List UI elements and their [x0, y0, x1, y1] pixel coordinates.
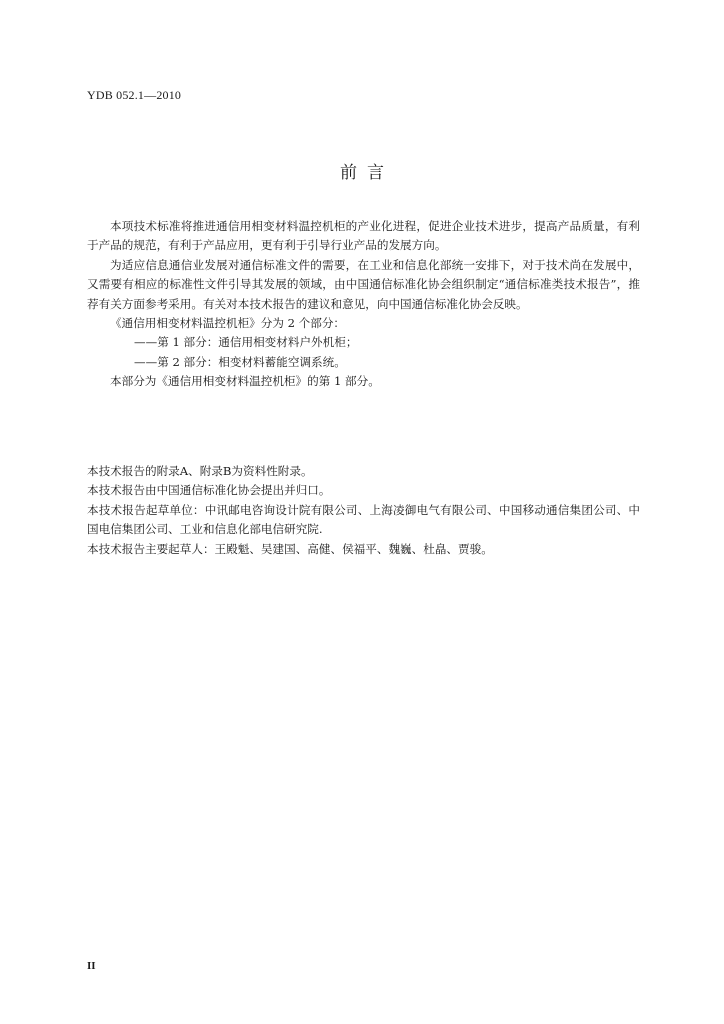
report-info-section: [87, 462, 640, 559]
proposer-note: 本技术报告由中国通信标准化协会提出并归口。: [87, 483, 331, 498]
page-number: II: [87, 960, 96, 972]
appendix-note: 本技术报告的附录A、附录B为资料性附录。: [87, 464, 313, 478]
foreword-paragraph-1: 本项技术标准将推进通信用相变材料温控机柜的产业化进程，促进企业技术进步，提高产品质量，有利于产品的规范，有利于产品应用，更有利于引导行业产品的发展方向。: [87, 219, 640, 253]
page-title: 前言: [340, 163, 394, 183]
foreword-paragraph-3: 《通信用相变材料温控机柜》分为 2 个部分：: [110, 316, 346, 331]
part-list-item-1: ——第 1 部分：通信用相变材料户外机柜；: [134, 335, 358, 350]
document-code: YDB 052.1—2010: [87, 88, 182, 102]
drafting-units-note: 本技术报告起草单位：中讯邮电咨询设计院有限公司、上海凌御电气有限公司、中国移动通信集团公司、中国电信集团公司、工业和信息化部电信研究院.: [87, 502, 640, 537]
foreword-paragraph-4: 本部分为《通信用相变材料温控机柜》的第 1 部分。: [110, 374, 380, 389]
drafters-note: 本技术报告主要起草人：王殿魁、吴建国、高健、侯福平、魏巍、杜皛、贾骏。: [87, 541, 493, 556]
part-list-item-2: ——第 2 部分：相变材料蓄能空调系统。: [134, 354, 346, 369]
foreword-paragraph-2: 为适应信息通信业发展对通信标准文件的需要，在工业和信息化部统一安排下，对于技术尚在发展中，又需要有相应的标准性文件引导其发展的领域，由中国通信标准化协会组织制定“通信标准类技术报告”，推荐有关方面参考采用。有关对本技术报告的建议和意见，向中国通信标准化协会反映。: [87, 257, 640, 311]
foreword-section: [87, 217, 640, 392]
